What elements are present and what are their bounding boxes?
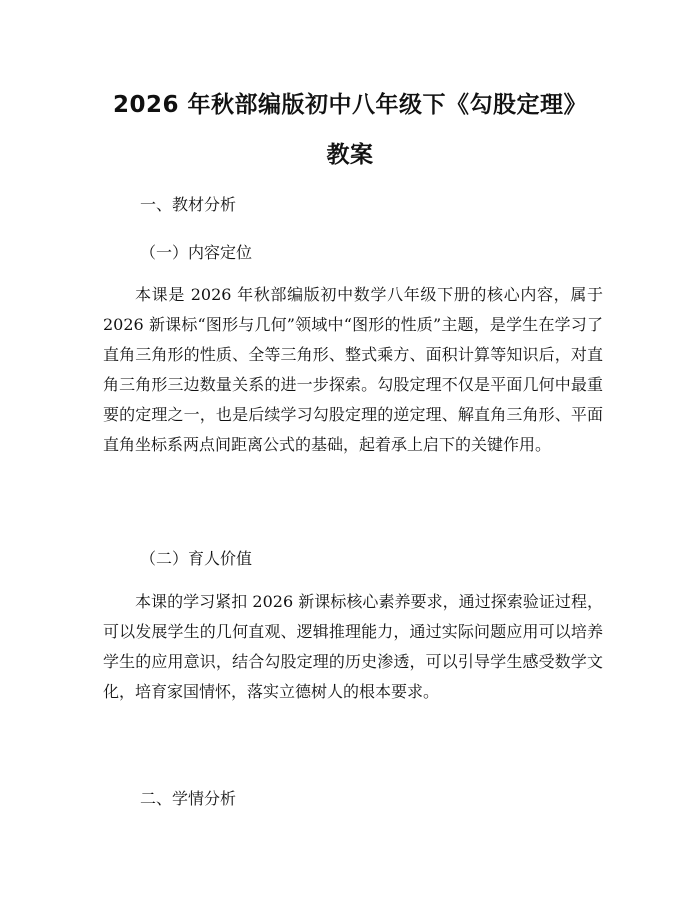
subsection-heading-content-positioning: （一）内容定位 bbox=[140, 243, 253, 262]
document-title-continuation: 教案 bbox=[326, 142, 374, 168]
paragraph-content-positioning: 本课是 2026 年秋部编版初中数学八年级下册的核心内容，属于 2026 新课标“图形与几何”领域中“图形的性质”主题，是学生在学习了直角三角形的性质、全等三角形、整式乘方、面积计算等知识后，对直角三角形三边数量关系的进一步探索。勾股定理不仅是平面几何中最重要的定理之一，也是后续学习勾股定理的逆定理、解直角三角形、平面直角坐标系两点间距离公式的基础，起着承上启下的关键作用。 bbox=[103, 285, 603, 454]
section-heading-student-analysis: 二、学情分析 bbox=[140, 789, 237, 808]
section-heading-textbook-analysis: 一、教材分析 bbox=[140, 195, 237, 214]
subsection-heading-educational-value: （二）育人价值 bbox=[140, 549, 253, 568]
document-title: 2026 年秋部编版初中八年级下《勾股定理》 bbox=[112, 92, 588, 118]
paragraph-educational-value: 本课的学习紧扣 2026 新课标核心素养要求，通过探索验证过程，可以发展学生的几何直观、逻辑推理能力，通过实际问题应用可以培养学生的应用意识，结合勾股定理的历史渗透，可以引导学生感受数学文化，培育家国情怀，落实立德树人的根本要求。 bbox=[103, 592, 603, 701]
